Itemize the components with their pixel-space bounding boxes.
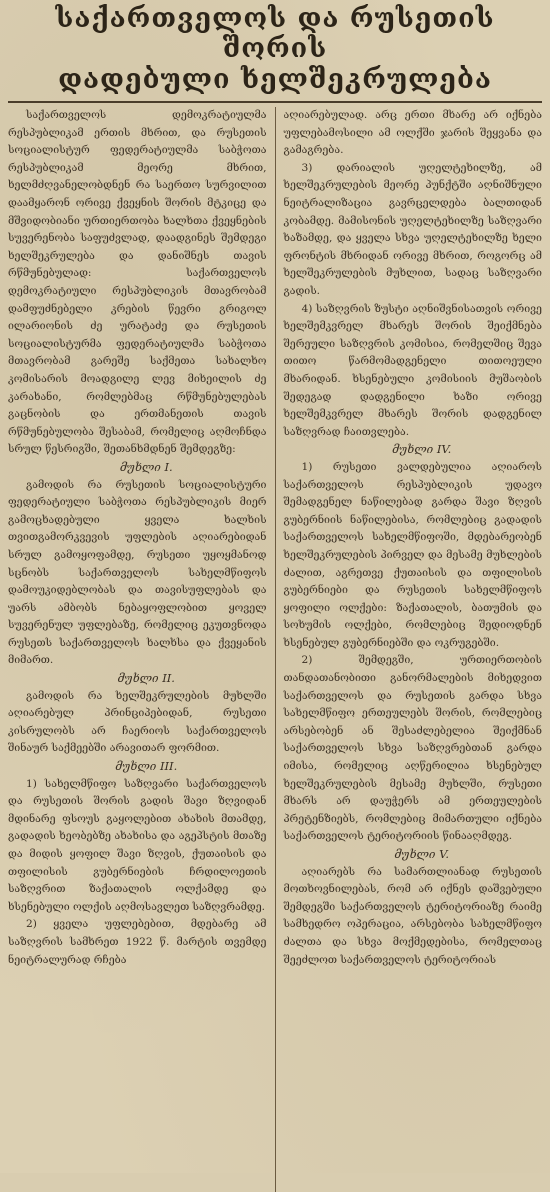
paragraph: გამოდის რა რუსეთის სოციალისტური ფედერატიული საბჭოთა რესპუბლიკის მიერ გამოცხადებული ყველა ხალხის თვითგამორკვევის უფლების აღიარებიდან სრულ გამოყოფამდე, რუსეთი უყოყმანოდ სცნობს საქართველოს სახელმწიფოს დამოუკიდებლობას და თავისუფლებას და უარს ამბობს ნებაყოფლობით ყოველ სუვერენულ უფლებაზე, რომელიც ეკუთვნოდა რუსეთს საქართველოს ხალხსა და ქვეყანის მიმართ. <box>8 478 267 667</box>
paragraph: 1) რუსეთი ვალდებულია აღიაროს საქართველოს რესპუბლიკის უდავო შემადგენელ ნაწილებად გარდა შავი ზღვის გუბერნიის ნაწილებისა, რომლებიც გადადის საქართველოს სახელმწიფოში, მდებარეობენ ხელშეკრულების პირველ და მესამე მუხლების ძალით, აგრეთვე ქუთაისის და თფილისის გუბერნიები და რუსეთის სახელმწიფოს ყოფილი ოლქები: ზაქათალის, ბათუმის და სოხუმის ოლქები, რომლებიც შედიოდნენ ხსენებულ გუბერნიებში და ოკრუგებში. <box>283 460 542 649</box>
article-heading: მუხლი III. <box>115 759 178 774</box>
paragraph: აღიარებულად. არც ერთი მხარე არ იქნება უფლებამოსილი ამ ოლქში ჯარის შეყვანა და გამაგრება. <box>283 109 542 157</box>
paragraph: საქართველოს დემოკრატიულმა რესპუბლიკამ ერთის მხრით, და რუსეთის სოციალისტურ ფედერატიულმა საბჭოთა რესპუბლიკამ მეორე მხრით, ხელმძღვანელობდნენ რა საერთო სურვილით დაამყარონ ორივე ქვეყნის შორის მტკიცე და მშვიდობიანი ურთიერთობა ხალხთა ქვეყნების სუვერენობა საფუძვლად, დაადგინეს შემდეგი ხელშეკრულება და დანიშნეს თავის რწმუნებულად: საქართველოს დემოკრატიული რესპუბლიკის მთავრობამ დამფუძნებელი კრების წევრი გრიგოლ ილარიონის ძე ურატაძე და რუსეთის სოციალისტურმა ფედერატიულმა საბჭოთა მთავრობამ გარეშე საქმეთა სახალხო კომისარის მოადგილე ლევ მიხეილის ძე კარახანი, რომლებმაც რწმუნებულებას გაცნობის და ერთმანეთის თავის რწმუნებულობა შესაბამ, რომელიც აღმოჩნდა სრულ წესრიგში, შეთანხმდნენ შემდეგზე: <box>8 109 267 456</box>
article-columns <box>8 107 542 1192</box>
column-divider <box>275 107 276 1192</box>
paragraph: გამოდის რა ხელშეკრულების მუხლში აღიარებულ პრინციპებიდან, რუსეთი კისრულობს არ ჩაერიოს საქართველოს შინაურ საქმეებში არავითარ ფორმით. <box>8 689 267 755</box>
paragraph: აღიარებს რა სამართლიანად რუსეთის მოთხოვნილებას, რომ არ იქნეს დაშვებული შემდეგში საქართველოს ტერიტორიაზე რაიმე სამხედრო ოპერაცია, არსებობა სახელმწიფო ძალთა და სხვა მოქმედებისა, რომელთაც შეეძლოთ საქართველოს ტერიტორიას <box>283 865 542 966</box>
paragraph: 2) ყველა უფლებებით, მდებარე ამ საზღვრის სამხრეთ 1922 წ. მარტის თვემდე ნეიტრალურად რჩება <box>8 918 267 966</box>
paragraph: 3) დარიალის უღელტეხილზე, ამ ხელშეკრულების მეორე პუნქტში აღნიშნული ნეიტრალიზაცია გავრცელდება ბალთიდან კობამდე. მამისონის უღელტეხილზე საზღვარი ხაზამდე, და ყველა სხვა უღელტეხილზე ხელი ფრონტის მხრიდან ორივე მხრით, როგორც ამ ხელშეკრულების მუხლით, სადაც საზღვარი გადის. <box>283 161 542 297</box>
article-heading: მუხლი V. <box>394 847 450 861</box>
headline-line-2: დადებული ხელშეკრულება <box>58 64 492 96</box>
article-heading: მუხლი IV. <box>392 442 452 457</box>
headline-rule <box>8 101 542 103</box>
paragraph: 1) სახელმწიფო საზღვარი საქართველოს და რუსეთის შორის გადის შავი ზღვიდან მდინარე ფსოუს გაყოლებით ახახის მთამდე, გადადის ხეობებზე ახახისა და აგეპსტის მთაზე და მიდის ყოფილ შავი ზღვის, ქუთაისის და თფილისის გუბერნიების ჩრდილოეთის საზღვრით ზაქათალის ოლქამდე და ხსენებული ოლქის აღმოსავლეთ საზღვრამდე. <box>8 777 267 913</box>
paragraph: 2) შემდეგში, ურთიერთობის თანდათანობითი განორმალების მიხედვით საქართველოს და რუსეთის გარდა სხვა სახელმწიფო ერთეულებს შორის, რომლებიც არსებობენ ან შესაძლებელია შეიქმნან საქართველოს სხვა საზღვრებთან გარდა იმისა, რომელიც აღწერილია ხსენებულ ხელშეკრულების მესამე მუხლში, რუსეთი მხარს არ დაუჭერს ამ ერთეულების პრეტენზიებს, რომლებიც მიმართული იქნება საქართველოს ტერიტორიის წინააღმდეგ. <box>283 654 542 843</box>
headline-line-1: საქართველოს და რუსეთის შორის <box>55 3 495 64</box>
article-heading: მუხლი I. <box>119 459 173 474</box>
article-heading: მუხლი II. <box>117 671 175 686</box>
paragraph: 4) საზღვრის ზუსტი აღნიშვნისათვის ორივე ხელშემკვრელ მხარეს შორის შეიქმნება შერეული საზღვრის კომისია, რომელშიც შევა თითო წარმომადგენელი თითოეული მხარიდან. ხსენებული კომისიის მუშაობის შედეგად დადგენილი ხაზი ორივე ხელშემკვრელ მხარეს შორის დადგენილ საზღვრად ჩაითვლება. <box>283 302 542 438</box>
right-column <box>277 107 542 1192</box>
left-column <box>8 107 273 1192</box>
headline <box>8 4 542 95</box>
